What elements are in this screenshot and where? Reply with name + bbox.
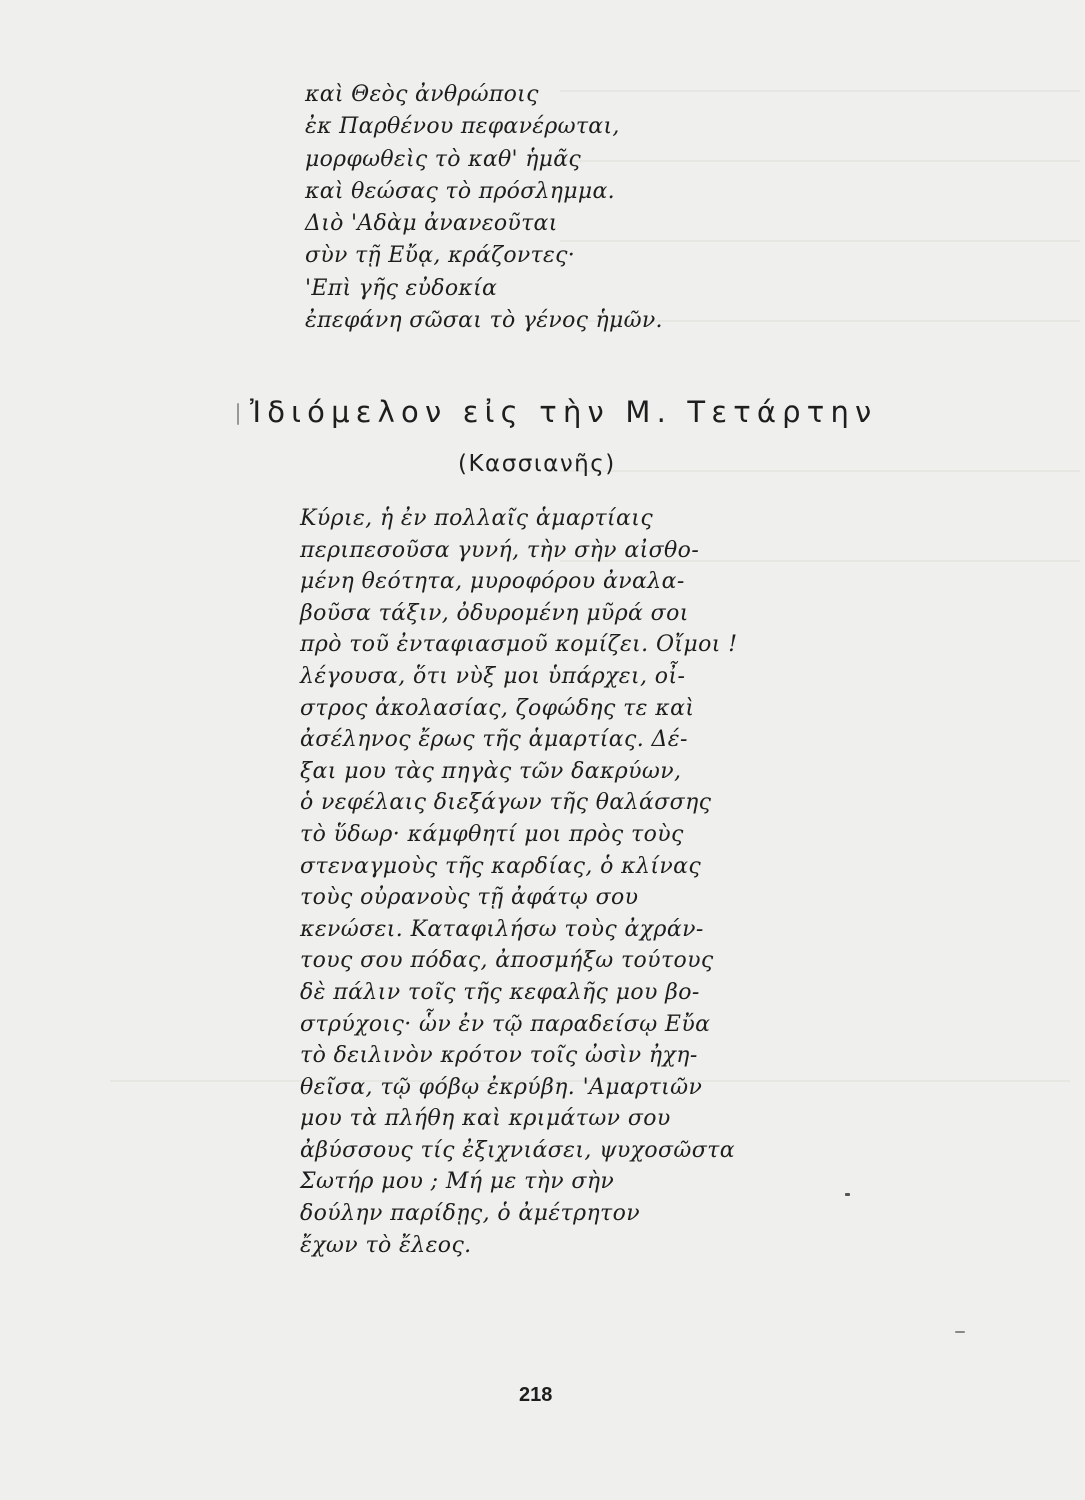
verse-line: ἐκ Παρθένου πεφανέρωται, xyxy=(305,114,620,140)
print-speck xyxy=(955,1331,965,1333)
hymn-line: δούλην παρίδῃς, ὁ ἀμέτρητον xyxy=(300,1201,641,1227)
verse-line: Διὸ 'Αδὰμ ἀνανεοῦται xyxy=(305,211,558,237)
hymn-line: τους σου πόδας, ἀποσμήξω τούτους xyxy=(300,948,714,974)
hymn-line: περιπεσοῦσα γυνή, τὴν σὴν αἰσθο- xyxy=(300,537,700,563)
hymn-line: Σωτήρ μου ; Μή με τὴν σὴν xyxy=(300,1169,615,1195)
verse-block xyxy=(305,79,663,337)
page-number: 218 xyxy=(519,1384,553,1406)
hymn-line: μου τὰ πλήθη καὶ κριμάτων σου xyxy=(300,1106,671,1132)
hymn-line: κενώσει. Καταφιλήσω τοὺς ἀχράν- xyxy=(300,916,704,942)
hymn-line: ὁ νεφέλαις διεξάγων τῆς θαλάσσης xyxy=(300,790,712,816)
verse-line: καὶ θεώσας τὸ πρόσλημμα. xyxy=(305,178,615,204)
hymn-line: ἀβύσσους τίς ἐξιχνιάσει, ψυχοσῶστα xyxy=(300,1137,736,1163)
hymn-line: ἔχων τὸ ἔλεος. xyxy=(300,1232,472,1258)
verse-line: καὶ Θεὸς ἀνθρώποις xyxy=(305,82,539,107)
print-speck xyxy=(845,1193,850,1196)
hymn-line: Κύριε, ἡ ἐν πολλαῖς ἁμαρτίαις xyxy=(300,506,654,531)
hymn-line: βοῦσα τάξιν, ὀδυρομένη μῦρά σοι xyxy=(300,600,689,626)
hymn-text-block xyxy=(300,503,737,1261)
verse-line: μορφωθεὶς τὸ καθ' ἡμᾶς xyxy=(305,146,582,172)
hymn-line: δὲ πάλιν τοῖς τῆς κεφαλῆς μου βο- xyxy=(300,979,700,1005)
verse-line: ἐπεφάνη σῶσαι τὸ γένος ἡμῶν. xyxy=(305,308,663,334)
hymn-line: στρος ἀκολασίας, ζοφώδης τε καὶ xyxy=(300,695,695,721)
verse-line: 'Επὶ γῆς εὐδοκία xyxy=(305,275,498,301)
hymn-line: πρὸ τοῦ ἐνταφιασμοῦ κομίζει. Οἴμοι ! xyxy=(300,632,738,658)
section-title: Ἰδιόμελον εἰς τὴν Μ. Τετάρτην xyxy=(250,395,878,429)
hymn-line: λέγουσα, ὅτι νὺξ μοι ὑπάρχει, οἶ- xyxy=(300,663,686,689)
hymn-line: τοὺς οὐρανοὺς τῇ ἀφάτῳ σου xyxy=(300,885,639,911)
hymn-line: στεναγμοὺς τῆς καρδίας, ὁ κλίνας xyxy=(300,853,702,879)
verse-line: σὺν τῇ Εὔᾳ, κράζοντες· xyxy=(305,243,576,269)
print-speck xyxy=(237,403,239,425)
hymn-line: ἀσέληνος ἔρως τῆς ἁμαρτίας. Δέ- xyxy=(300,727,688,753)
hymn-line: μένη θεότητα, μυροφόρου ἀναλα- xyxy=(300,569,685,595)
hymn-line: ξαι μου τὰς πηγὰς τῶν δακρύων, xyxy=(300,758,682,784)
hymn-line: τὸ δειλινὸν κρότον τοῖς ὠσὶν ἠχη- xyxy=(300,1043,698,1069)
section-subtitle: (Κασσιανῆς) xyxy=(458,451,616,477)
hymn-line: θεῖσα, τῷ φόβῳ ἐκρύβη. 'Αμαρτιῶν xyxy=(300,1074,703,1100)
hymn-line: στρύχοις· ὧν ἐν τῷ παραδείσῳ Εὔα xyxy=(300,1011,711,1037)
hymn-line: τὸ ὕδωρ· κάμφθητί μοι πρὸς τοὺς xyxy=(300,821,684,847)
